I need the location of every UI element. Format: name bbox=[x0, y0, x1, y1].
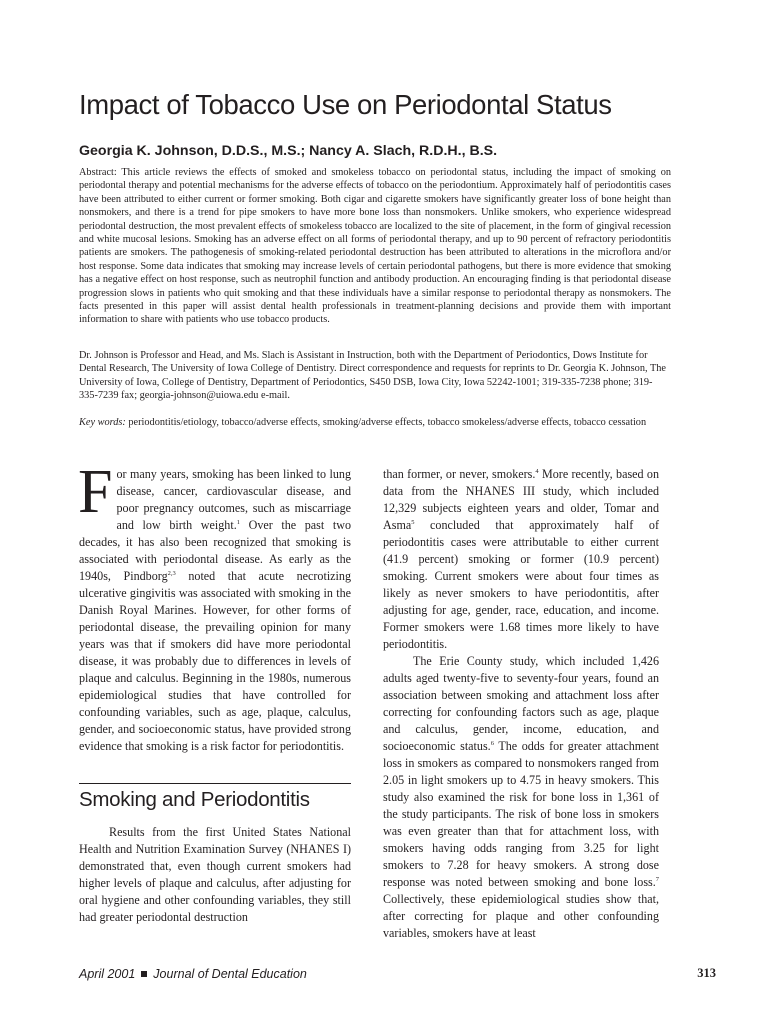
author-line: Georgia K. Johnson, D.D.S., M.S.; Nancy A. Slach, R.D.H., B.S. bbox=[79, 143, 498, 159]
keywords-list: periodontitis/etiology, tobacco/adverse effects, smoking/adverse effects, tobacco smokeless/adverse effects, tobacco cessation bbox=[128, 417, 647, 428]
body-paragraph: Results from the first United States National Health and Nutrition Examination Survey (NHANES I) demonstrated that, even though current smokers had higher levels of plaque and calculus, after adjusting for oral hygiene and other confounding variables, they still had greater periodontal destruction bbox=[79, 825, 351, 924]
reference-marker: 1 bbox=[236, 519, 240, 526]
keywords-label: Key words: bbox=[79, 417, 126, 428]
reference-marker: 4 bbox=[535, 468, 539, 475]
author-affiliation: Dr. Johnson is Professor and Head, and Ms. Slach is Assistant in Instruction, both with the Department of Periodontics, Dows Institute for Dental Research, The University of Iowa College of Dentistry. Direct correspondence and requests for reprints to Dr. Georgia K. Johnson, The University of Iowa, College of Dentistry, Department of Periodontics, S450 DSB, Iowa City, Iowa 52242-1001; 319-335-7238 phone; 319-335-7239 fax; georgia-johnson@uiowa.edu e-mail. bbox=[79, 350, 666, 402]
journal-name: Journal of Dental Education bbox=[153, 967, 307, 981]
reference-marker: 7 bbox=[655, 876, 659, 883]
page-number: 313 bbox=[697, 966, 716, 980]
reference-marker: 2,3 bbox=[167, 570, 176, 577]
issue-date: April 2001 bbox=[79, 967, 136, 981]
reference-marker: 5 bbox=[411, 519, 415, 526]
body-paragraph: The Erie County study, which included 1,426 adults aged twenty-five to seventy-four years, found an association between smoking and attachment loss after correcting for confounding factors such as age, plaque and calculus, gender, income, education, and socioeconomic status.$^6$ The odds for greater attachment loss in smokers as compared to nonsmokers ranged from 2.05 in light smokers up to 4.75 in heavy smokers. This study also examined the risk for bone loss in 1,361 of the study participants. The risk of bone loss in smokers was even greater than that for attachment loss, with smokers having odds ranging from 3.25 for light smokers to 7.28 for heavy smokers. A strong dose response was noted between smoking and bone loss.$^7$ Collectively, these epidemiological studies show that, after correcting for plaque and other confounding variables, smokers have at least bbox=[383, 654, 659, 940]
abstract: Abstract: This article reviews the effects of smoked and smokeless tobacco on periodontal status, including the impact of smoking on periodontal therapy and potential mechanisms for the adverse effects of tobacco on the periodontium. Approximately half of periodontitis cases have been attributed to either current or former smoking. Both cigar and cigarette smokers have significantly greater loss of bone height than nonsmokers, and there is a trend for pipe smokers to have more bone loss than nonsmokers. Unlike smokers, who experience widespread periodontal destruction, the most prevalent effects of smokeless tobacco are localized to the site of placement, in the form of gingival recession and white mucosal lesions. Smoking has an adverse effect on all forms of periodontal therapy, and up to 90 percent of refractory periodontitis patients are smokers. The pathogenesis of smoking-related periodontal destruction has been attributed to alterations in the microflora and/or host response. Some data indicates that smoking may increase levels of certain periodontal pathogens, but there is more evidence that smoking has a negative effect on host response, such as neutrophil function and antibody production. An encouraging finding is that periodontal disease progression slows in patients who quit smoking and that these individuals have a similar response to periodontal therapy as nonsmokers. The facts presented in this paper will assist dental health professionals in treatment-planning decisions and provide them with important information to share with patients who use tobacco products. bbox=[79, 167, 671, 326]
left-column-section bbox=[79, 824, 351, 926]
section-heading: Smoking and Periodontitis bbox=[79, 788, 310, 811]
keywords bbox=[79, 416, 671, 429]
bullet-icon bbox=[141, 971, 147, 977]
intro-paragraph: For many years, smoking has been linked to lung disease, cancer, cardiovascular disease, and poor pregnancy outcomes, such as miscarriage and low birth weight.$^1$ Over the past two decades, it has also been recognized that smoking is associated with periodontal disease. As early as the 1940s, Pindborg$^{2,3}$ noted that acute necrotizing ulcerative gingivitis was associated with smoking in the Danish Royal Marines. However, for other forms of periodontal disease, the prevailing opinion for many years was that if smokers did have more periodontal disease, it was probably due to differences in levels of plaque and calculus. Beginning in the 1980s, numerous epidemiological studies that have controlled for confounding variables, such as age, plaque, calculus, gender, and socioeconomic status, have provided strong evidence that smoking is a risk factor for periodontitis. bbox=[78, 458, 352, 753]
body-paragraph: than former, or never, smokers.$^4$ More recently, based on data from the NHANES III study, which included 12,329 subjects eighteen years and older, Tomar and Asma$^5$ concluded that approximately half of periodontitis cases were attributable to either current (41.9 percent) smoking or former (10.9 percent) smoking. Current smokers were about four times as likely as never smokers to have periodontitis, after adjusting for age, gender, race, education, and income. Former smokers were 1.68 times more likely to have periodontitis. bbox=[383, 467, 659, 651]
left-column-intro bbox=[78, 458, 352, 755]
section-divider bbox=[79, 783, 351, 784]
right-column bbox=[383, 466, 659, 942]
article-title: Impact of Tobacco Use on Periodontal Status bbox=[79, 89, 612, 120]
running-footer bbox=[79, 967, 307, 981]
drop-cap: F bbox=[78, 458, 113, 526]
reference-marker: 6 bbox=[490, 740, 494, 747]
